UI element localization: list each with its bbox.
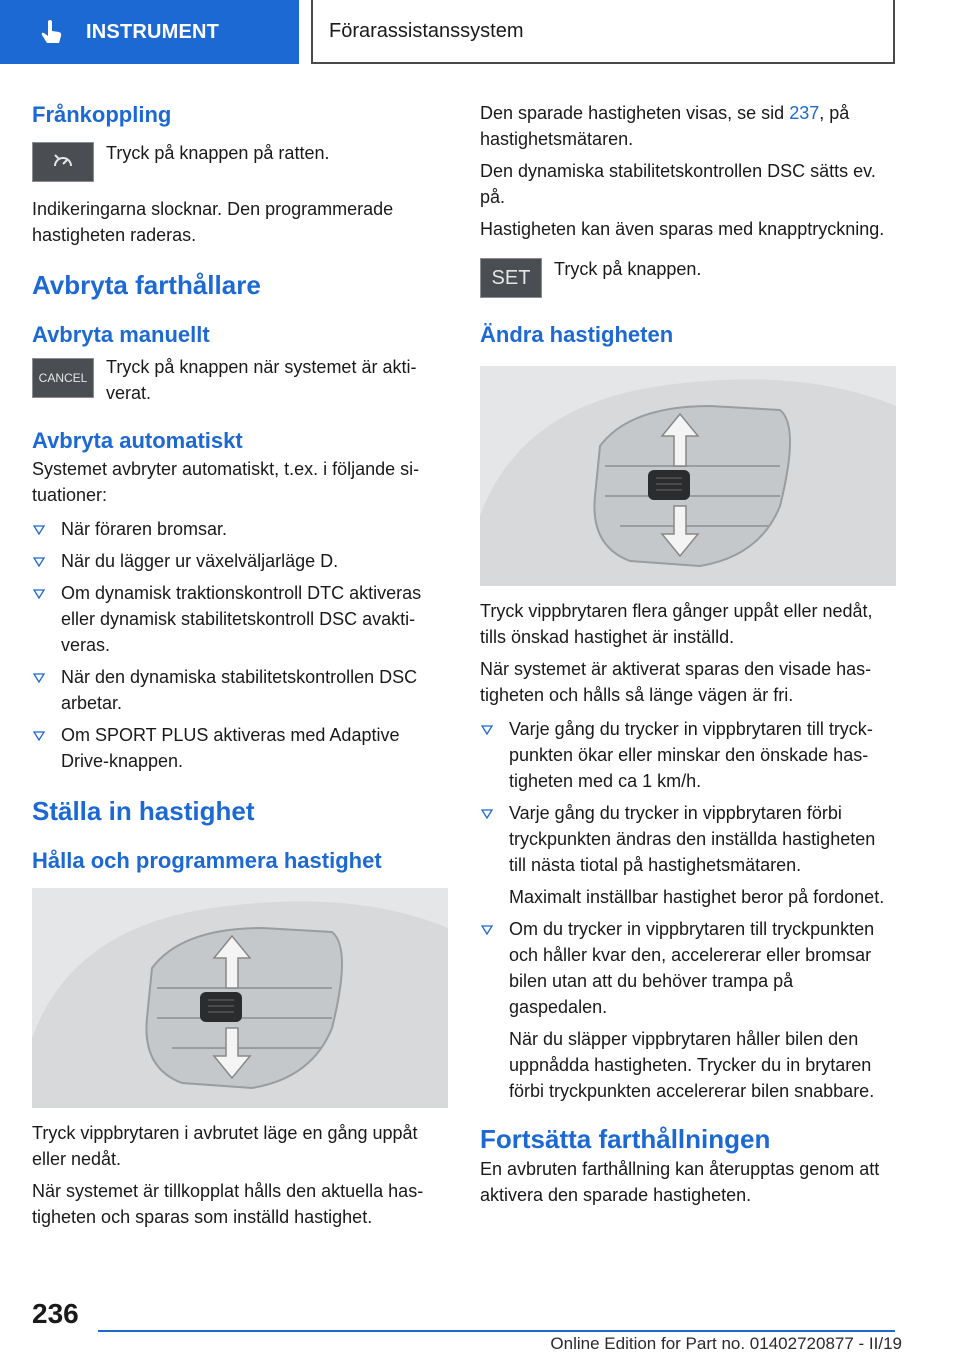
cancel-row	[32, 354, 448, 412]
page-link[interactable]: 237	[789, 103, 820, 123]
list-item-text: Varje gång du trycker in vippbrytaren till tryckpunkten ökar eller minskar den önskade hastigheten med ca 1 km/h.	[509, 719, 873, 791]
chapter-tab[interactable]	[0, 0, 299, 64]
heading-stalla: Ställa in hastighet	[32, 796, 255, 826]
chapter-title: INSTRUMENT	[86, 20, 220, 43]
list-item-text: Om du trycker in vippbrytaren till tryckpunkten och håller kvar den, accelererar eller bromsar bilen utan att du behöver trampa på gaspedalen.	[509, 919, 875, 1017]
indikering-text: Indikeringarna slocknar. Den programmerade hastigheten raderas.	[32, 199, 394, 245]
edition-text: Online Edition for Part no. 01402720877 - II/19	[550, 1334, 902, 1353]
aktiverat-text: När systemet är aktiverat sparas den visade hastigheten och hålls så länge vägen är fri.	[480, 659, 872, 705]
triangle-bullet-icon	[33, 589, 45, 599]
list-item-text: När du lägger ur växelväljarläge D.	[61, 551, 339, 571]
tillkopplat-text: När systemet är tillkopplat hålls den aktuella hastigheten och sparas som inställd hastighet.	[32, 1181, 424, 1227]
sparade-text-post: , på hastighetsmätaren.	[480, 103, 850, 149]
triangle-bullet-icon	[481, 725, 493, 735]
heading-manuellt: Avbryta manuellt	[32, 322, 210, 347]
list-item-text: Varje gång du trycker in vippbrytaren förbi tryckpunkten ändras den inställda hastigheten till nästa tiotal på hastighetsmätaren.	[509, 803, 876, 875]
set-text: Tryck på knappen.	[554, 259, 702, 279]
list-item	[480, 800, 896, 878]
triangle-bullet-icon	[33, 525, 45, 535]
frankoppling-row	[32, 136, 448, 182]
triangle-bullet-icon	[33, 673, 45, 683]
heading-fortsatta: Fortsätta farthållningen	[480, 1124, 771, 1154]
right-column	[480, 100, 896, 1214]
cruise-control-off-icon	[51, 152, 75, 172]
list-item	[32, 548, 448, 574]
hand-icon	[40, 19, 64, 45]
list-item-text: När den dynamiska stabilitetskontrollen DSC arbetar.	[61, 667, 418, 713]
list-item	[480, 716, 896, 794]
section-title: Förarassistanssystem	[311, 0, 895, 64]
flera-text: Tryck vippbrytaren flera gånger uppåt eller nedåt, tills önskad hastighet är inställd.	[480, 601, 873, 647]
footer-divider	[98, 1330, 895, 1332]
cruise-off-button-image	[32, 142, 94, 182]
set-row	[480, 254, 896, 298]
heading-halla: Hålla och programmera hastighet	[32, 848, 382, 873]
page-number: 236	[32, 1298, 79, 1329]
list-item	[32, 516, 448, 542]
heading-frankoppling: Frånkoppling	[32, 102, 172, 127]
fortsatta-text: En avbruten farthållning kan återupptas genom att aktivera den sparade hastigheten.	[480, 1159, 880, 1205]
left-column	[32, 100, 448, 1236]
triangle-bullet-icon	[33, 557, 45, 567]
steering-wheel-rocker-photo-2	[480, 366, 896, 586]
set-button-image: SET	[480, 258, 542, 298]
auto-text: Systemet avbryter automatiskt, t.ex. i följande situationer:	[32, 459, 420, 505]
list-item	[480, 916, 896, 1020]
sparade-text-pre: Den sparade hastigheten visas, se sid	[480, 103, 790, 123]
sparade-text	[480, 100, 896, 152]
knapptryck-text: Hastigheten kan även sparas med knapptryckning.	[480, 219, 885, 239]
list-item-text: Om SPORT PLUS aktiveras med Adaptive Drive-knappen.	[61, 725, 400, 771]
vipp-text: Tryck vippbrytaren i avbrutet läge en gång uppåt eller nedåt.	[32, 1123, 418, 1169]
list-item-note: När du släpper vippbrytaren håller bilen den uppnådda hastigheten. Trycker du in brytaren förbi tryckpunkten accelererar bilen snabbare.	[509, 1029, 875, 1101]
triangle-bullet-icon	[33, 731, 45, 741]
heading-avbryta: Avbryta farthållare	[32, 270, 261, 300]
list-item	[32, 722, 448, 774]
triangle-bullet-icon	[481, 925, 493, 935]
frankoppling-text: Tryck på knappen på ratten.	[106, 143, 330, 163]
list-item	[32, 580, 448, 658]
cancel-text: Tryck på knappen när systemet är aktiverat.	[106, 357, 417, 403]
list-item-note: Maximalt inställbar hastighet beror på fordonet.	[509, 887, 885, 907]
heading-andra: Ändra hastigheten	[480, 322, 674, 347]
steering-wheel-rocker-photo	[32, 888, 448, 1108]
list-item-text: Om dynamisk traktionskontroll DTC aktiveras eller dynamisk stabilitetskontroll DSC avaktiveras.	[61, 583, 422, 655]
dsc-text: Den dynamiska stabilitetskontrollen DSC sätts ev. på.	[480, 161, 876, 207]
cancel-button-image: CANCEL	[32, 358, 94, 398]
triangle-bullet-icon	[481, 809, 493, 819]
list-item-text: När föraren bromsar.	[61, 519, 228, 539]
auto-bullet-list	[32, 516, 448, 774]
heading-automatiskt: Avbryta automatiskt	[32, 428, 243, 453]
list-item	[32, 664, 448, 716]
change-bullet-list	[480, 716, 896, 1104]
